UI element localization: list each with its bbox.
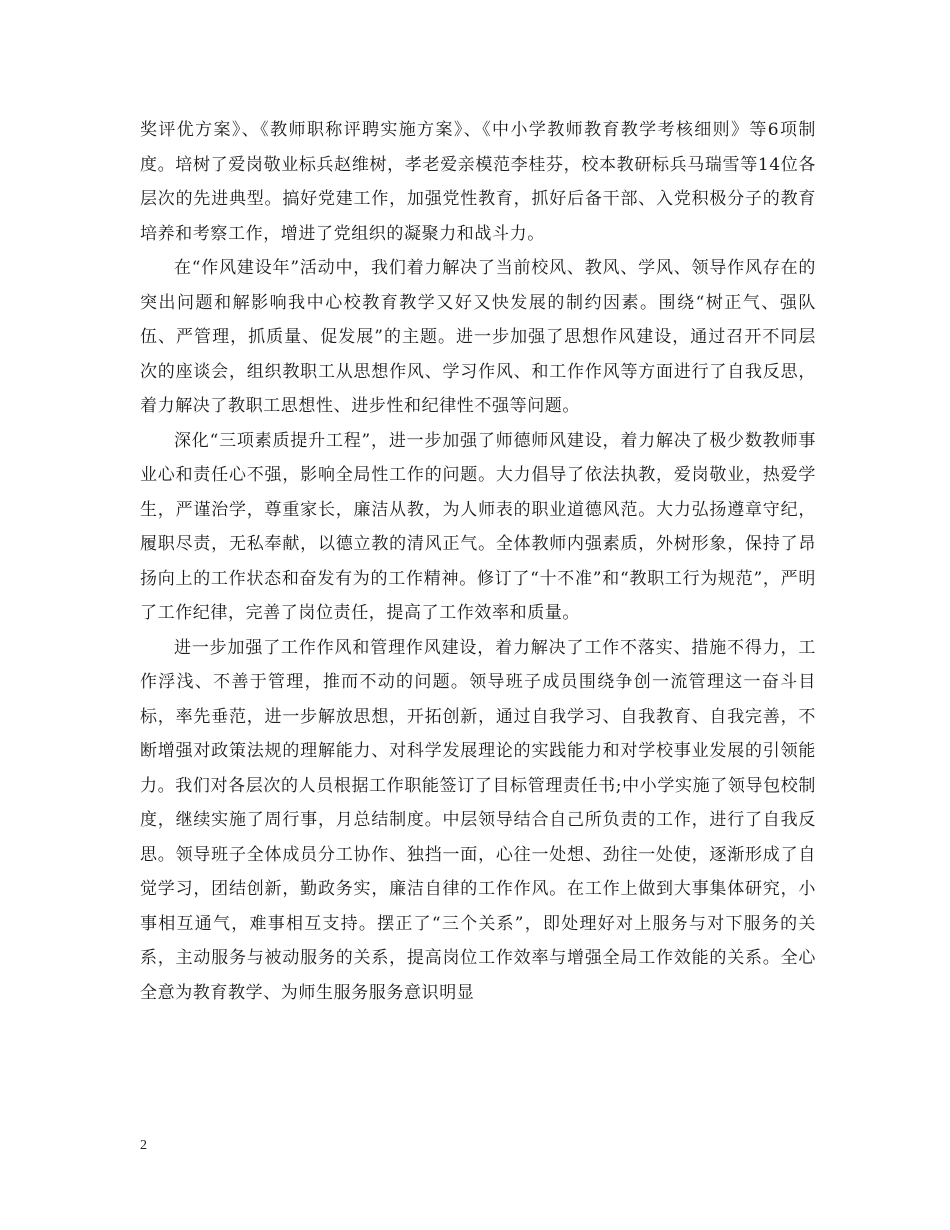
paragraph-1: 奖评优方案》、《教师职称评聘实施方案》、《中小学教师教育教学考核细则》等6项制度。培树了爱岗敬业标兵赵维树，孝老爱亲模范李桂芬，校本教研标兵马瑞雪等14位各层次的先进典型。搞好党建工作，加强党性教育，抓好后备干部、入党积极分子的教育培养和考察工作，增进了党组织的凝聚力和战斗力。 [140, 120, 816, 244]
paragraph-3: 深化“三项素质提升工程”，进一步加强了师德师风建设，着力解决了极少数教师事业心和责任心不强，影响全局性工作的问题。大力倡导了依法执教，爱岗敬业，热爱学生，严谨治学，尊重家长，廉洁从教，为人师表的职业道德风范。大力弘扬遵章守纪，履职尽责，无私奉献，以德立教的清风正气。全体教师内强素质，外树形象，保持了昂扬向上的工作状态和奋发有为的工作精神。修订了“十不准”和“教职工行为规范”，严明了工作纪律，完善了岗位责任，提高了工作效率和质量。 [140, 430, 816, 623]
document-body [140, 113, 816, 1010]
paragraph-4: 进一步加强了工作作风和管理作风建设，着力解决了工作不落实、措施不得力，工作浮浅、不善于管理，推而不动的问题。领导班子成员围绕争创一流管理这一奋斗目标，率先垂范，进一步解放思想，开拓创新，通过自我学习、自我教育、自我完善，不断增强对政策法规的理解能力、对科学发展理论的实践能力和对学校事业发展的引领能力。我们对各层次的人员根据工作职能签订了目标管理责任书;中小学实施了领导包校制度，继续实施了周行事，月总结制度。中层领导结合自己所负责的工作，进行了自我反思。领导班子全体成员分工协作、独挡一面，心往一处想、劲往一处使，逐渐形成了自觉学习，团结创新，勤政务实，廉洁自律的工作作风。在工作上做到大事集体研究，小事相互通气，难事相互支持。摆正了“三个关系”，即处理好对上服务与对下服务的关系，主动服务与被动服务的关系，提高岗位工作效率与增强全局工作效能的关系。全心全意为教育教学、为师生服务服务意识明显 [140, 637, 816, 1003]
page-number: 2 [140, 1138, 147, 1153]
paragraph-2: 在“作风建设年”活动中，我们着力解决了当前校风、教风、学风、领导作风存在的突出问题和解影响我中心校教育教学又好又快发展的制约因素。围绕“树正气、强队伍、严管理，抓质量、促发展”的主题。进一步加强了思想作风建设，通过召开不同层次的座谈会，组织教职工从思想作风、学习作风、和工作作风等方面进行了自我反思，着力解决了教职工思想性、进步性和纪律性不强等问题。 [140, 258, 816, 416]
